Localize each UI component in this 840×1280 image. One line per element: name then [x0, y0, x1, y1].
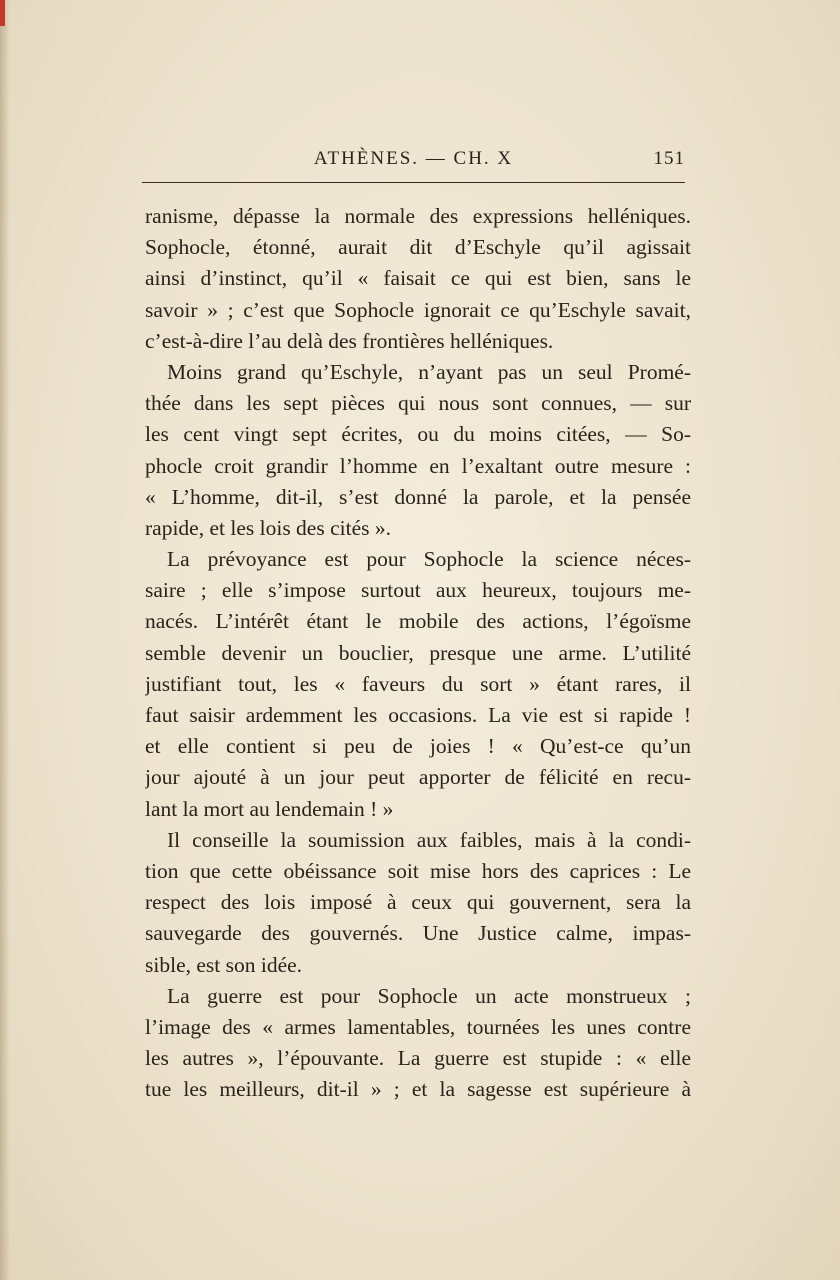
text-line: thée dans les sept pièces qui nous sont connues, — sur	[145, 391, 691, 416]
text-line: jour ajouté à un jour peut apporter de félicité en recu-	[145, 765, 691, 790]
text-line: et elle contient si peu de joies ! « Qu’est-ce qu’un	[145, 734, 691, 759]
text-line: c’est-à-dire l’au delà des frontières helléniques.	[145, 328, 554, 353]
text-line: La prévoyance est pour Sophocle la science néces-	[167, 547, 691, 572]
text-line: saire ; elle s’impose surtout aux heureux, toujours me-	[145, 578, 691, 603]
text-line: sauvegarde des gouvernés. Une Justice calme, impas-	[145, 921, 691, 946]
corner-mark	[0, 0, 5, 26]
text-line: sible, est son idée.	[145, 952, 303, 977]
text-line: Sophocle, étonné, aurait dit d’Eschyle qu’il agissait	[145, 235, 691, 260]
text-line: les cent vingt sept écrites, ou du moins citées, — So-	[145, 422, 691, 447]
page-number: 151	[653, 148, 685, 169]
text-line: tion que cette obéissance soit mise hors des caprices : Le	[145, 858, 691, 883]
text-line: tue les meilleurs, dit-il » ; et la sagesse est supérieure à	[145, 1077, 691, 1102]
text-line: rapide, et les lois des cités ».	[145, 515, 391, 540]
text-line: lant la mort au lendemain ! »	[145, 796, 394, 821]
text-line: phocle croit grandir l’homme en l’exaltant outre mesure :	[145, 453, 691, 478]
text-line: justifiant tout, les « faveurs du sort » étant rares, il	[145, 671, 691, 696]
text-line: Moins grand qu’Eschyle, n’ayant pas un seul Promé-	[167, 359, 691, 384]
text-line: nacés. L’intérêt étant le mobile des actions, l’égoïsme	[145, 609, 691, 634]
text-line: les autres », l’épouvante. La guerre est stupide : « elle	[145, 1046, 691, 1071]
text-line: ainsi d’instinct, qu’il « faisait ce qui est bien, sans le	[145, 266, 691, 291]
page-gutter-shadow	[0, 0, 10, 1280]
page-header	[142, 146, 685, 172]
text-line: respect des lois imposé à ceux qui gouvernent, sera la	[145, 890, 691, 915]
body-text	[145, 201, 691, 1105]
text-line: semble devenir un bouclier, presque une arme. L’utilité	[145, 640, 691, 665]
text-line: Il conseille la soumission aux faibles, mais à la condi-	[167, 827, 691, 852]
text-line: La guerre est pour Sophocle un acte monstrueux ;	[167, 983, 691, 1008]
text-line: savoir » ; c’est que Sophocle ignorait ce qu’Eschyle savait,	[145, 297, 691, 322]
text-line: faut saisir ardemment les occasions. La vie est si rapide !	[145, 703, 691, 727]
text-line: l’image des « armes lamentables, tournées les unes contre	[145, 1014, 691, 1039]
running-head: ATHÈNES. — CH. X	[313, 148, 514, 169]
header-rule	[142, 182, 685, 183]
text-line: « L’homme, dit-il, s’est donné la parole, et la pensée	[145, 484, 691, 509]
text-line: ranisme, dépasse la normale des expressions helléniques.	[145, 204, 691, 228]
